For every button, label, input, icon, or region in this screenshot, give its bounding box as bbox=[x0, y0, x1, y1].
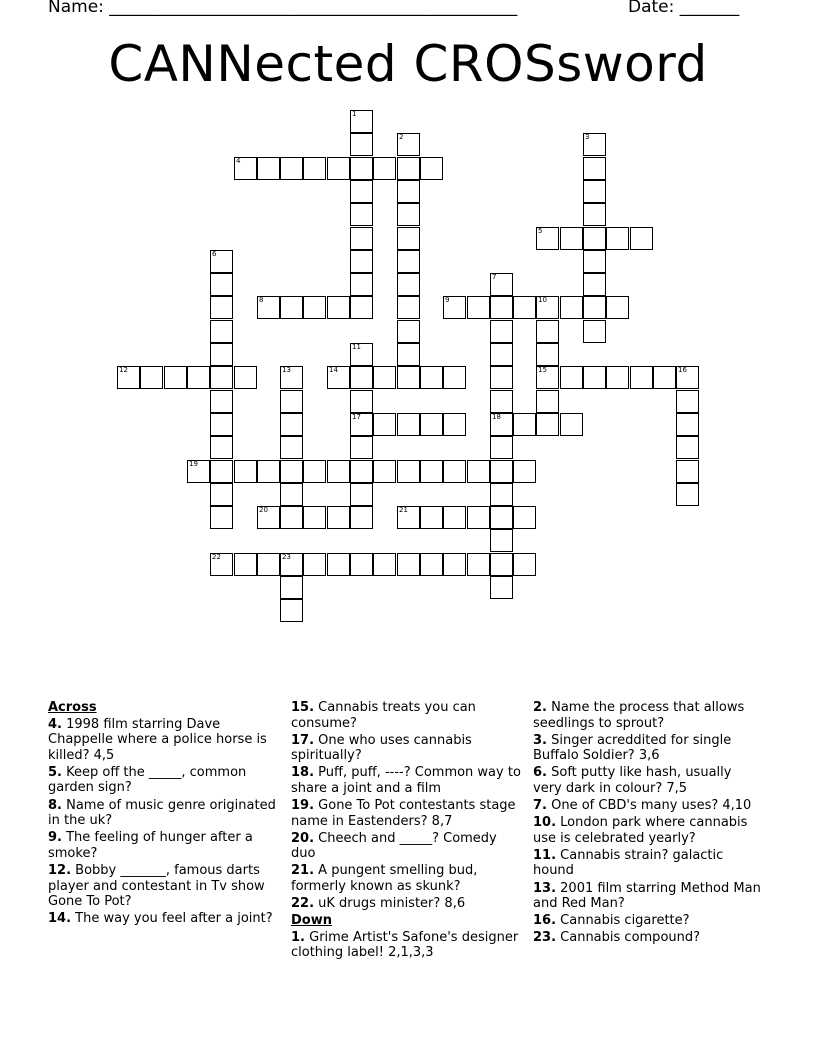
grid-cell[interactable] bbox=[350, 460, 373, 483]
clue-text: Cannabis strain? galactic hound bbox=[533, 847, 724, 879]
grid-cell[interactable] bbox=[490, 553, 513, 576]
clue-text: One who uses cannabis spiritually? bbox=[291, 732, 472, 764]
grid-cell[interactable] bbox=[303, 296, 326, 319]
clue-number: 1 bbox=[352, 110, 357, 118]
clue-text: The way you feel after a joint? bbox=[71, 911, 273, 927]
clue-number: 22 bbox=[212, 553, 221, 561]
clue-number-label: 3. bbox=[533, 732, 547, 748]
grid-cell[interactable] bbox=[676, 366, 699, 389]
clue-item bbox=[533, 815, 763, 846]
grid-cell[interactable] bbox=[536, 296, 559, 319]
grid-cell[interactable] bbox=[303, 553, 326, 576]
clue-number-label: 18. bbox=[291, 765, 315, 781]
grid-cell[interactable] bbox=[257, 553, 280, 576]
clue-item bbox=[291, 863, 523, 894]
clue-number: 23 bbox=[282, 553, 291, 561]
clue-text: Soft putty like hash, usually very dark in colour? 7,5 bbox=[533, 765, 732, 796]
grid-cell[interactable] bbox=[606, 296, 629, 319]
clue-item bbox=[291, 930, 523, 961]
clue-text: Puff, puff, ----? Common way to share a joint and a film bbox=[291, 765, 521, 796]
grid-cell[interactable] bbox=[280, 576, 303, 599]
grid-cell[interactable] bbox=[210, 273, 233, 296]
grid-cell[interactable] bbox=[490, 436, 513, 459]
grid-cell[interactable] bbox=[234, 460, 257, 483]
clue-item bbox=[533, 930, 763, 946]
grid-cell[interactable] bbox=[490, 296, 513, 319]
grid-cell[interactable] bbox=[443, 553, 466, 576]
grid-cell[interactable] bbox=[210, 343, 233, 366]
clue-number: 13 bbox=[282, 366, 291, 374]
grid-cell[interactable] bbox=[210, 250, 233, 273]
grid-cell[interactable] bbox=[676, 436, 699, 459]
grid-cell[interactable] bbox=[560, 227, 583, 250]
clue-number: 17 bbox=[352, 413, 361, 421]
clue-number-label: 9. bbox=[48, 830, 62, 846]
grid-cell[interactable] bbox=[350, 180, 373, 203]
clue-number-label: 16. bbox=[533, 913, 557, 929]
grid-cell[interactable] bbox=[560, 413, 583, 436]
grid-cell[interactable] bbox=[513, 296, 536, 319]
clue-number: 14 bbox=[329, 366, 338, 374]
date-field[interactable]: Date: _______ bbox=[628, 0, 740, 17]
clue-number: 10 bbox=[538, 296, 547, 304]
grid-cell[interactable] bbox=[327, 506, 350, 529]
clue-number: 18 bbox=[492, 413, 501, 421]
grid-cell[interactable] bbox=[257, 506, 280, 529]
grid-cell[interactable] bbox=[420, 506, 443, 529]
grid-cell[interactable] bbox=[536, 343, 559, 366]
grid-cell[interactable] bbox=[420, 413, 443, 436]
grid-cell[interactable] bbox=[373, 413, 396, 436]
clue-item bbox=[48, 717, 278, 764]
grid-cell[interactable] bbox=[280, 157, 303, 180]
grid-cell[interactable] bbox=[210, 553, 233, 576]
grid-cell[interactable] bbox=[420, 157, 443, 180]
grid-cell[interactable] bbox=[257, 460, 280, 483]
grid-cell[interactable] bbox=[397, 227, 420, 250]
grid-cell[interactable] bbox=[397, 203, 420, 226]
grid-cell[interactable] bbox=[280, 390, 303, 413]
clue-item bbox=[48, 911, 278, 927]
grid-cell[interactable] bbox=[560, 366, 583, 389]
grid-cell[interactable] bbox=[187, 366, 210, 389]
grid-cell[interactable] bbox=[583, 203, 606, 226]
clue-number-label: 10. bbox=[533, 815, 557, 831]
clue-item bbox=[533, 848, 763, 879]
clue-number: 3 bbox=[585, 133, 590, 141]
clues-column-3 bbox=[533, 700, 763, 947]
clue-text: Name the process that allows seedlings to sprout? bbox=[533, 700, 745, 731]
clue-item bbox=[291, 798, 523, 829]
grid-cell[interactable] bbox=[630, 366, 653, 389]
clue-number-label: 14. bbox=[48, 911, 72, 927]
grid-cell[interactable] bbox=[420, 366, 443, 389]
clue-text: One of CBD's many uses? 4,10 bbox=[546, 798, 752, 814]
clue-number: 21 bbox=[399, 506, 408, 514]
grid-cell[interactable] bbox=[583, 250, 606, 273]
grid-cell[interactable] bbox=[257, 157, 280, 180]
clue-number: 7 bbox=[492, 273, 497, 281]
clue-item bbox=[48, 798, 278, 829]
clue-number-label: 20. bbox=[291, 830, 315, 846]
clue-number-label: 23. bbox=[533, 930, 557, 946]
grid-cell[interactable] bbox=[443, 366, 466, 389]
grid-cell[interactable] bbox=[536, 227, 559, 250]
clue-text: London park where cannabis use is celebrated yearly? bbox=[533, 815, 748, 846]
grid-cell[interactable] bbox=[583, 320, 606, 343]
grid-cell[interactable] bbox=[210, 506, 233, 529]
grid-cell[interactable] bbox=[327, 157, 350, 180]
grid-cell[interactable] bbox=[513, 413, 536, 436]
clue-item bbox=[48, 830, 278, 861]
clue-text: 1998 film starring Dave Chappelle where a police horse is killed? 4,5 bbox=[48, 716, 267, 763]
clue-text: The feeling of hunger after a smoke? bbox=[48, 830, 253, 861]
grid-cell[interactable] bbox=[397, 296, 420, 319]
clue-item bbox=[533, 733, 763, 764]
grid-cell[interactable] bbox=[350, 553, 373, 576]
across-heading: Across bbox=[48, 700, 97, 715]
grid-cell[interactable] bbox=[536, 366, 559, 389]
grid-cell[interactable] bbox=[443, 506, 466, 529]
clue-text: A pungent smelling bud, formerly known as skunk? bbox=[291, 863, 478, 895]
grid-cell[interactable] bbox=[490, 343, 513, 366]
grid-cell[interactable] bbox=[350, 157, 373, 180]
clue-item bbox=[533, 798, 763, 814]
clue-text: Gone To Pot contestants stage name in Eastenders? 8,7 bbox=[291, 798, 516, 829]
grid-cell[interactable] bbox=[164, 366, 187, 389]
grid-cell[interactable] bbox=[676, 483, 699, 506]
grid-cell[interactable] bbox=[234, 366, 257, 389]
clue-item bbox=[533, 700, 763, 731]
grid-cell[interactable] bbox=[280, 413, 303, 436]
grid-cell[interactable] bbox=[536, 320, 559, 343]
grid-cell[interactable] bbox=[490, 460, 513, 483]
clue-text: Cannabis treats you can consume? bbox=[291, 700, 476, 731]
clue-number-label: 5. bbox=[48, 764, 62, 780]
grid-cell[interactable] bbox=[350, 273, 373, 296]
grid-cell[interactable] bbox=[467, 296, 490, 319]
clue-number: 19 bbox=[189, 460, 198, 468]
clue-text: Grime Artist's Safone's designer clothing label! 2,1,3,3 bbox=[291, 929, 519, 961]
grid-cell[interactable] bbox=[327, 366, 350, 389]
clue-number: 15 bbox=[538, 366, 547, 374]
grid-cell[interactable] bbox=[373, 553, 396, 576]
grid-cell[interactable] bbox=[397, 273, 420, 296]
grid-cell[interactable] bbox=[210, 390, 233, 413]
grid-cell[interactable] bbox=[117, 366, 140, 389]
grid-cell[interactable] bbox=[630, 227, 653, 250]
clue-text: Cannabis cigarette? bbox=[556, 913, 690, 929]
grid-cell[interactable] bbox=[536, 413, 559, 436]
grid-cell[interactable] bbox=[373, 366, 396, 389]
grid-cell[interactable] bbox=[280, 296, 303, 319]
grid-cell[interactable] bbox=[653, 366, 676, 389]
grid-cell[interactable] bbox=[490, 483, 513, 506]
grid-cell[interactable] bbox=[350, 133, 373, 156]
clue-item bbox=[48, 863, 278, 910]
grid-cell[interactable] bbox=[234, 157, 257, 180]
clue-number-label: 21. bbox=[291, 863, 315, 879]
clue-number-label: 4. bbox=[48, 716, 62, 732]
grid-cell[interactable] bbox=[583, 157, 606, 180]
grid-cell[interactable] bbox=[490, 390, 513, 413]
grid-cell[interactable] bbox=[350, 436, 373, 459]
clue-number-label: 15. bbox=[291, 700, 315, 715]
grid-cell[interactable] bbox=[350, 483, 373, 506]
grid-cell[interactable] bbox=[513, 506, 536, 529]
clue-number-label: 13. bbox=[533, 880, 557, 896]
grid-cell[interactable] bbox=[257, 296, 280, 319]
grid-cell[interactable] bbox=[676, 413, 699, 436]
grid-cell[interactable] bbox=[490, 506, 513, 529]
clue-item bbox=[291, 700, 523, 731]
grid-cell[interactable] bbox=[583, 296, 606, 319]
grid-cell[interactable] bbox=[350, 506, 373, 529]
grid-cell[interactable] bbox=[536, 390, 559, 413]
grid-cell[interactable] bbox=[397, 250, 420, 273]
clue-number-label: 6. bbox=[533, 765, 547, 781]
grid-cell[interactable] bbox=[443, 460, 466, 483]
clue-text: Keep off the _____, common garden sign? bbox=[48, 764, 247, 796]
grid-cell[interactable] bbox=[397, 553, 420, 576]
grid-cell[interactable] bbox=[606, 227, 629, 250]
clue-text: 2001 film starring Method Man and Red Man? bbox=[533, 880, 761, 912]
grid-cell[interactable] bbox=[560, 296, 583, 319]
clue-number-label: 7. bbox=[533, 798, 547, 814]
grid-cell[interactable] bbox=[327, 460, 350, 483]
grid-cell[interactable] bbox=[397, 343, 420, 366]
grid-cell[interactable] bbox=[303, 506, 326, 529]
grid-cell[interactable] bbox=[420, 553, 443, 576]
grid-cell[interactable] bbox=[397, 320, 420, 343]
clue-item bbox=[291, 765, 523, 796]
clue-item bbox=[48, 765, 278, 796]
grid-cell[interactable] bbox=[280, 460, 303, 483]
clue-number-label: 2. bbox=[533, 700, 547, 715]
grid-cell[interactable] bbox=[303, 460, 326, 483]
grid-cell[interactable] bbox=[490, 273, 513, 296]
clue-item bbox=[291, 831, 523, 862]
grid-cell[interactable] bbox=[210, 413, 233, 436]
grid-cell[interactable] bbox=[350, 343, 373, 366]
clue-text: Cheech and _____? Comedy duo bbox=[291, 830, 497, 862]
grid-cell[interactable] bbox=[467, 460, 490, 483]
grid-cell[interactable] bbox=[490, 576, 513, 599]
clue-number: 12 bbox=[119, 366, 128, 374]
grid-cell[interactable] bbox=[397, 157, 420, 180]
clue-number: 9 bbox=[445, 296, 450, 304]
grid-cell[interactable] bbox=[327, 296, 350, 319]
grid-cell[interactable] bbox=[280, 366, 303, 389]
grid-cell[interactable] bbox=[187, 460, 210, 483]
clue-text: Singer acreddited for single Buffalo Soldier? 3,6 bbox=[533, 732, 732, 764]
grid-cell[interactable] bbox=[210, 366, 233, 389]
grid-cell[interactable] bbox=[583, 180, 606, 203]
grid-cell[interactable] bbox=[350, 203, 373, 226]
grid-cell[interactable] bbox=[280, 436, 303, 459]
grid-cell[interactable] bbox=[350, 390, 373, 413]
clue-number-label: 1. bbox=[291, 929, 305, 945]
grid-cell[interactable] bbox=[443, 413, 466, 436]
clue-item bbox=[533, 765, 763, 796]
grid-cell[interactable] bbox=[467, 553, 490, 576]
grid-cell[interactable] bbox=[513, 460, 536, 483]
clue-text: Bobby _______, famous darts player and contestant in Tv show Gone To Pot? bbox=[48, 862, 265, 910]
grid-cell[interactable] bbox=[490, 320, 513, 343]
clue-number-label: 19. bbox=[291, 798, 315, 814]
grid-cell[interactable] bbox=[350, 110, 373, 133]
clue-number-label: 8. bbox=[48, 797, 62, 813]
grid-cell[interactable] bbox=[280, 599, 303, 622]
grid-cell[interactable] bbox=[397, 366, 420, 389]
grid-cell[interactable] bbox=[210, 483, 233, 506]
grid-cell[interactable] bbox=[490, 366, 513, 389]
clues-column-2 bbox=[291, 700, 523, 963]
grid-cell[interactable] bbox=[490, 529, 513, 552]
grid-cell[interactable] bbox=[350, 366, 373, 389]
grid-cell[interactable] bbox=[397, 133, 420, 156]
clue-number: 20 bbox=[259, 506, 268, 514]
grid-cell[interactable] bbox=[583, 273, 606, 296]
clue-item bbox=[533, 913, 763, 929]
name-field[interactable]: Name: ________________________________________________ bbox=[48, 0, 518, 17]
clue-number-label: 17. bbox=[291, 732, 315, 748]
grid-cell[interactable] bbox=[210, 460, 233, 483]
grid-cell[interactable] bbox=[280, 506, 303, 529]
grid-cell[interactable] bbox=[676, 390, 699, 413]
grid-cell[interactable] bbox=[350, 296, 373, 319]
grid-cell[interactable] bbox=[373, 157, 396, 180]
grid-cell[interactable] bbox=[467, 506, 490, 529]
grid-cell[interactable] bbox=[606, 366, 629, 389]
clue-text: Name of music genre originated in the uk? bbox=[48, 797, 276, 829]
grid-cell[interactable] bbox=[397, 180, 420, 203]
grid-cell[interactable] bbox=[513, 553, 536, 576]
clue-number-label: 12. bbox=[48, 862, 72, 878]
grid-cell[interactable] bbox=[583, 133, 606, 156]
grid-cell[interactable] bbox=[234, 553, 257, 576]
grid-cell[interactable] bbox=[350, 227, 373, 250]
clue-text: Cannabis compound? bbox=[556, 930, 701, 946]
grid-cell[interactable] bbox=[140, 366, 163, 389]
clue-number: 16 bbox=[678, 366, 687, 374]
grid-cell[interactable] bbox=[350, 250, 373, 273]
clue-number: 6 bbox=[212, 250, 217, 258]
grid-cell[interactable] bbox=[327, 553, 350, 576]
page-title: CANNected CROSsword bbox=[108, 35, 708, 93]
grid-cell[interactable] bbox=[397, 413, 420, 436]
clue-number-label: 11. bbox=[533, 847, 557, 863]
clue-number: 5 bbox=[538, 227, 543, 235]
grid-cell[interactable] bbox=[280, 553, 303, 576]
grid-cell[interactable] bbox=[210, 436, 233, 459]
grid-cell[interactable] bbox=[583, 227, 606, 250]
clues-column-1 bbox=[48, 700, 278, 928]
clue-text: uK drugs minister? 8,6 bbox=[314, 896, 466, 912]
clue-number: 11 bbox=[352, 343, 361, 351]
clue-number: 4 bbox=[236, 157, 241, 165]
clue-item bbox=[533, 881, 763, 912]
grid-cell[interactable] bbox=[397, 506, 420, 529]
grid-cell[interactable] bbox=[676, 460, 699, 483]
grid-cell[interactable] bbox=[420, 460, 443, 483]
grid-cell[interactable] bbox=[350, 413, 373, 436]
grid-cell[interactable] bbox=[397, 460, 420, 483]
clue-item bbox=[291, 896, 523, 912]
grid-cell[interactable] bbox=[373, 460, 396, 483]
grid-cell[interactable] bbox=[443, 296, 466, 319]
grid-cell[interactable] bbox=[210, 296, 233, 319]
clue-item bbox=[291, 733, 523, 764]
grid-cell[interactable] bbox=[490, 413, 513, 436]
clue-number: 8 bbox=[259, 296, 264, 304]
grid-cell[interactable] bbox=[303, 157, 326, 180]
clue-number-label: 22. bbox=[291, 896, 315, 912]
clue-number: 2 bbox=[399, 133, 404, 141]
grid-cell[interactable] bbox=[280, 483, 303, 506]
grid-cell[interactable] bbox=[583, 366, 606, 389]
down-heading: Down bbox=[291, 913, 332, 929]
grid-cell[interactable] bbox=[210, 320, 233, 343]
